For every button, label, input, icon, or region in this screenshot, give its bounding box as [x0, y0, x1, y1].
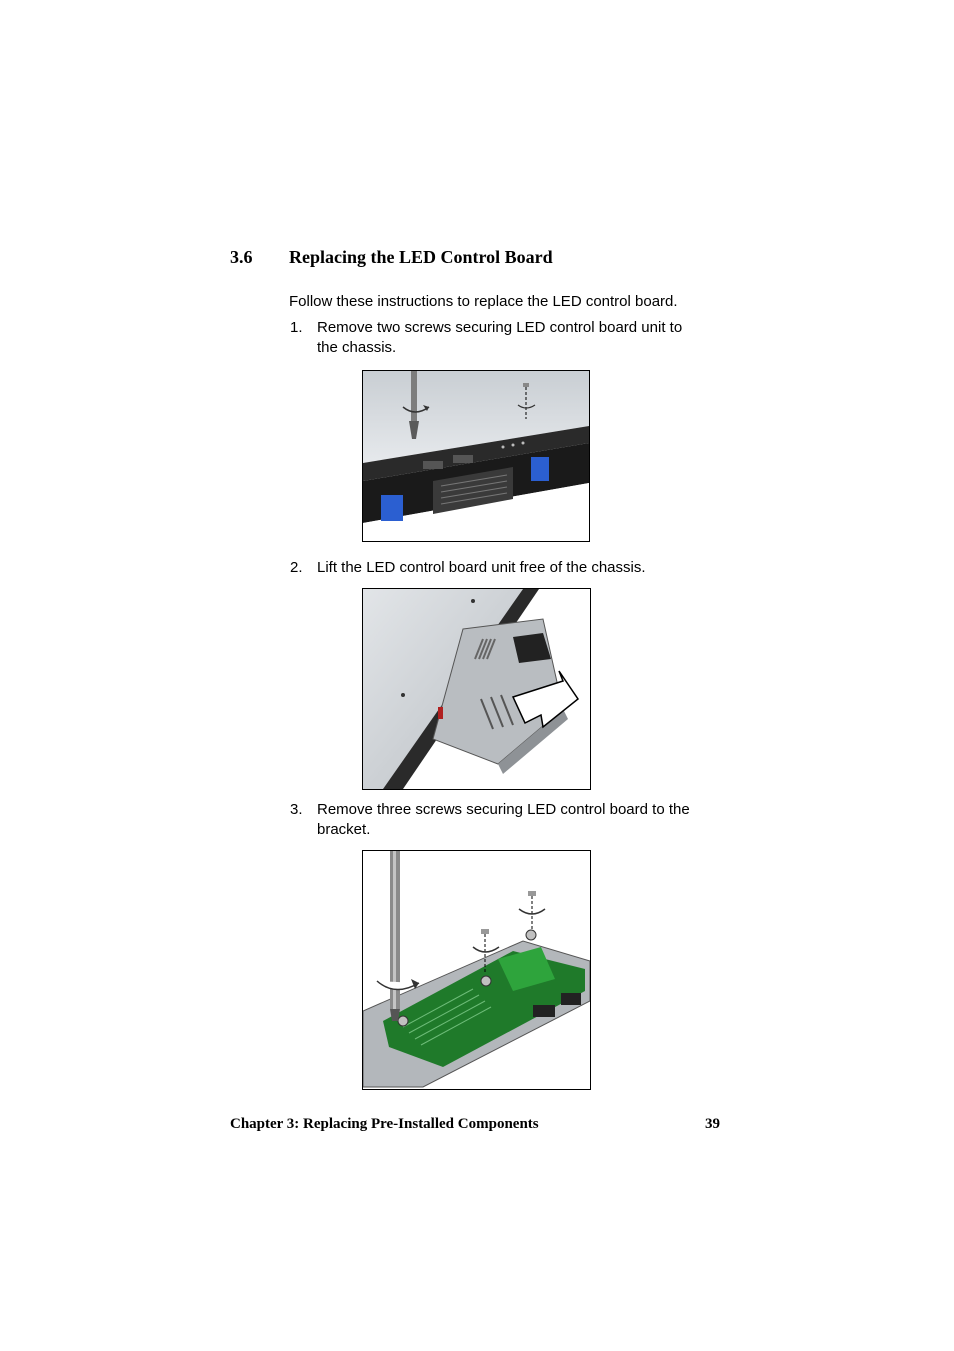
intro-text: Follow these instructions to replace the LED control board. [289, 293, 678, 310]
step-1-line-1: Remove two screws securing LED control board unit to [317, 319, 683, 336]
step-3-line-2: bracket. [317, 820, 371, 838]
step-2-text: Lift the LED control board unit free of the chassis. [317, 559, 646, 576]
step-3-line-1: Remove three screws securing LED control board to the [317, 801, 690, 818]
step-3-number: 3. [290, 801, 303, 818]
footer-chapter-title: Chapter 3: Replacing Pre-Installed Components [230, 1116, 539, 1132]
step-1-line-2: the chassis. [317, 338, 397, 356]
section-title: Replacing the LED Control Board [289, 247, 553, 267]
footer-page-number: 39 [705, 1116, 720, 1132]
step-1-text [317, 318, 737, 357]
step-2-number: 2. [290, 559, 303, 576]
figure-remove-board-screws-bracket [362, 850, 591, 1090]
step-1-number: 1. [290, 319, 303, 336]
figure-remove-screws-chassis [362, 370, 590, 542]
step-3-text [317, 800, 737, 839]
section-number: 3.6 [230, 247, 253, 267]
figure-lift-led-board-unit [362, 588, 591, 790]
